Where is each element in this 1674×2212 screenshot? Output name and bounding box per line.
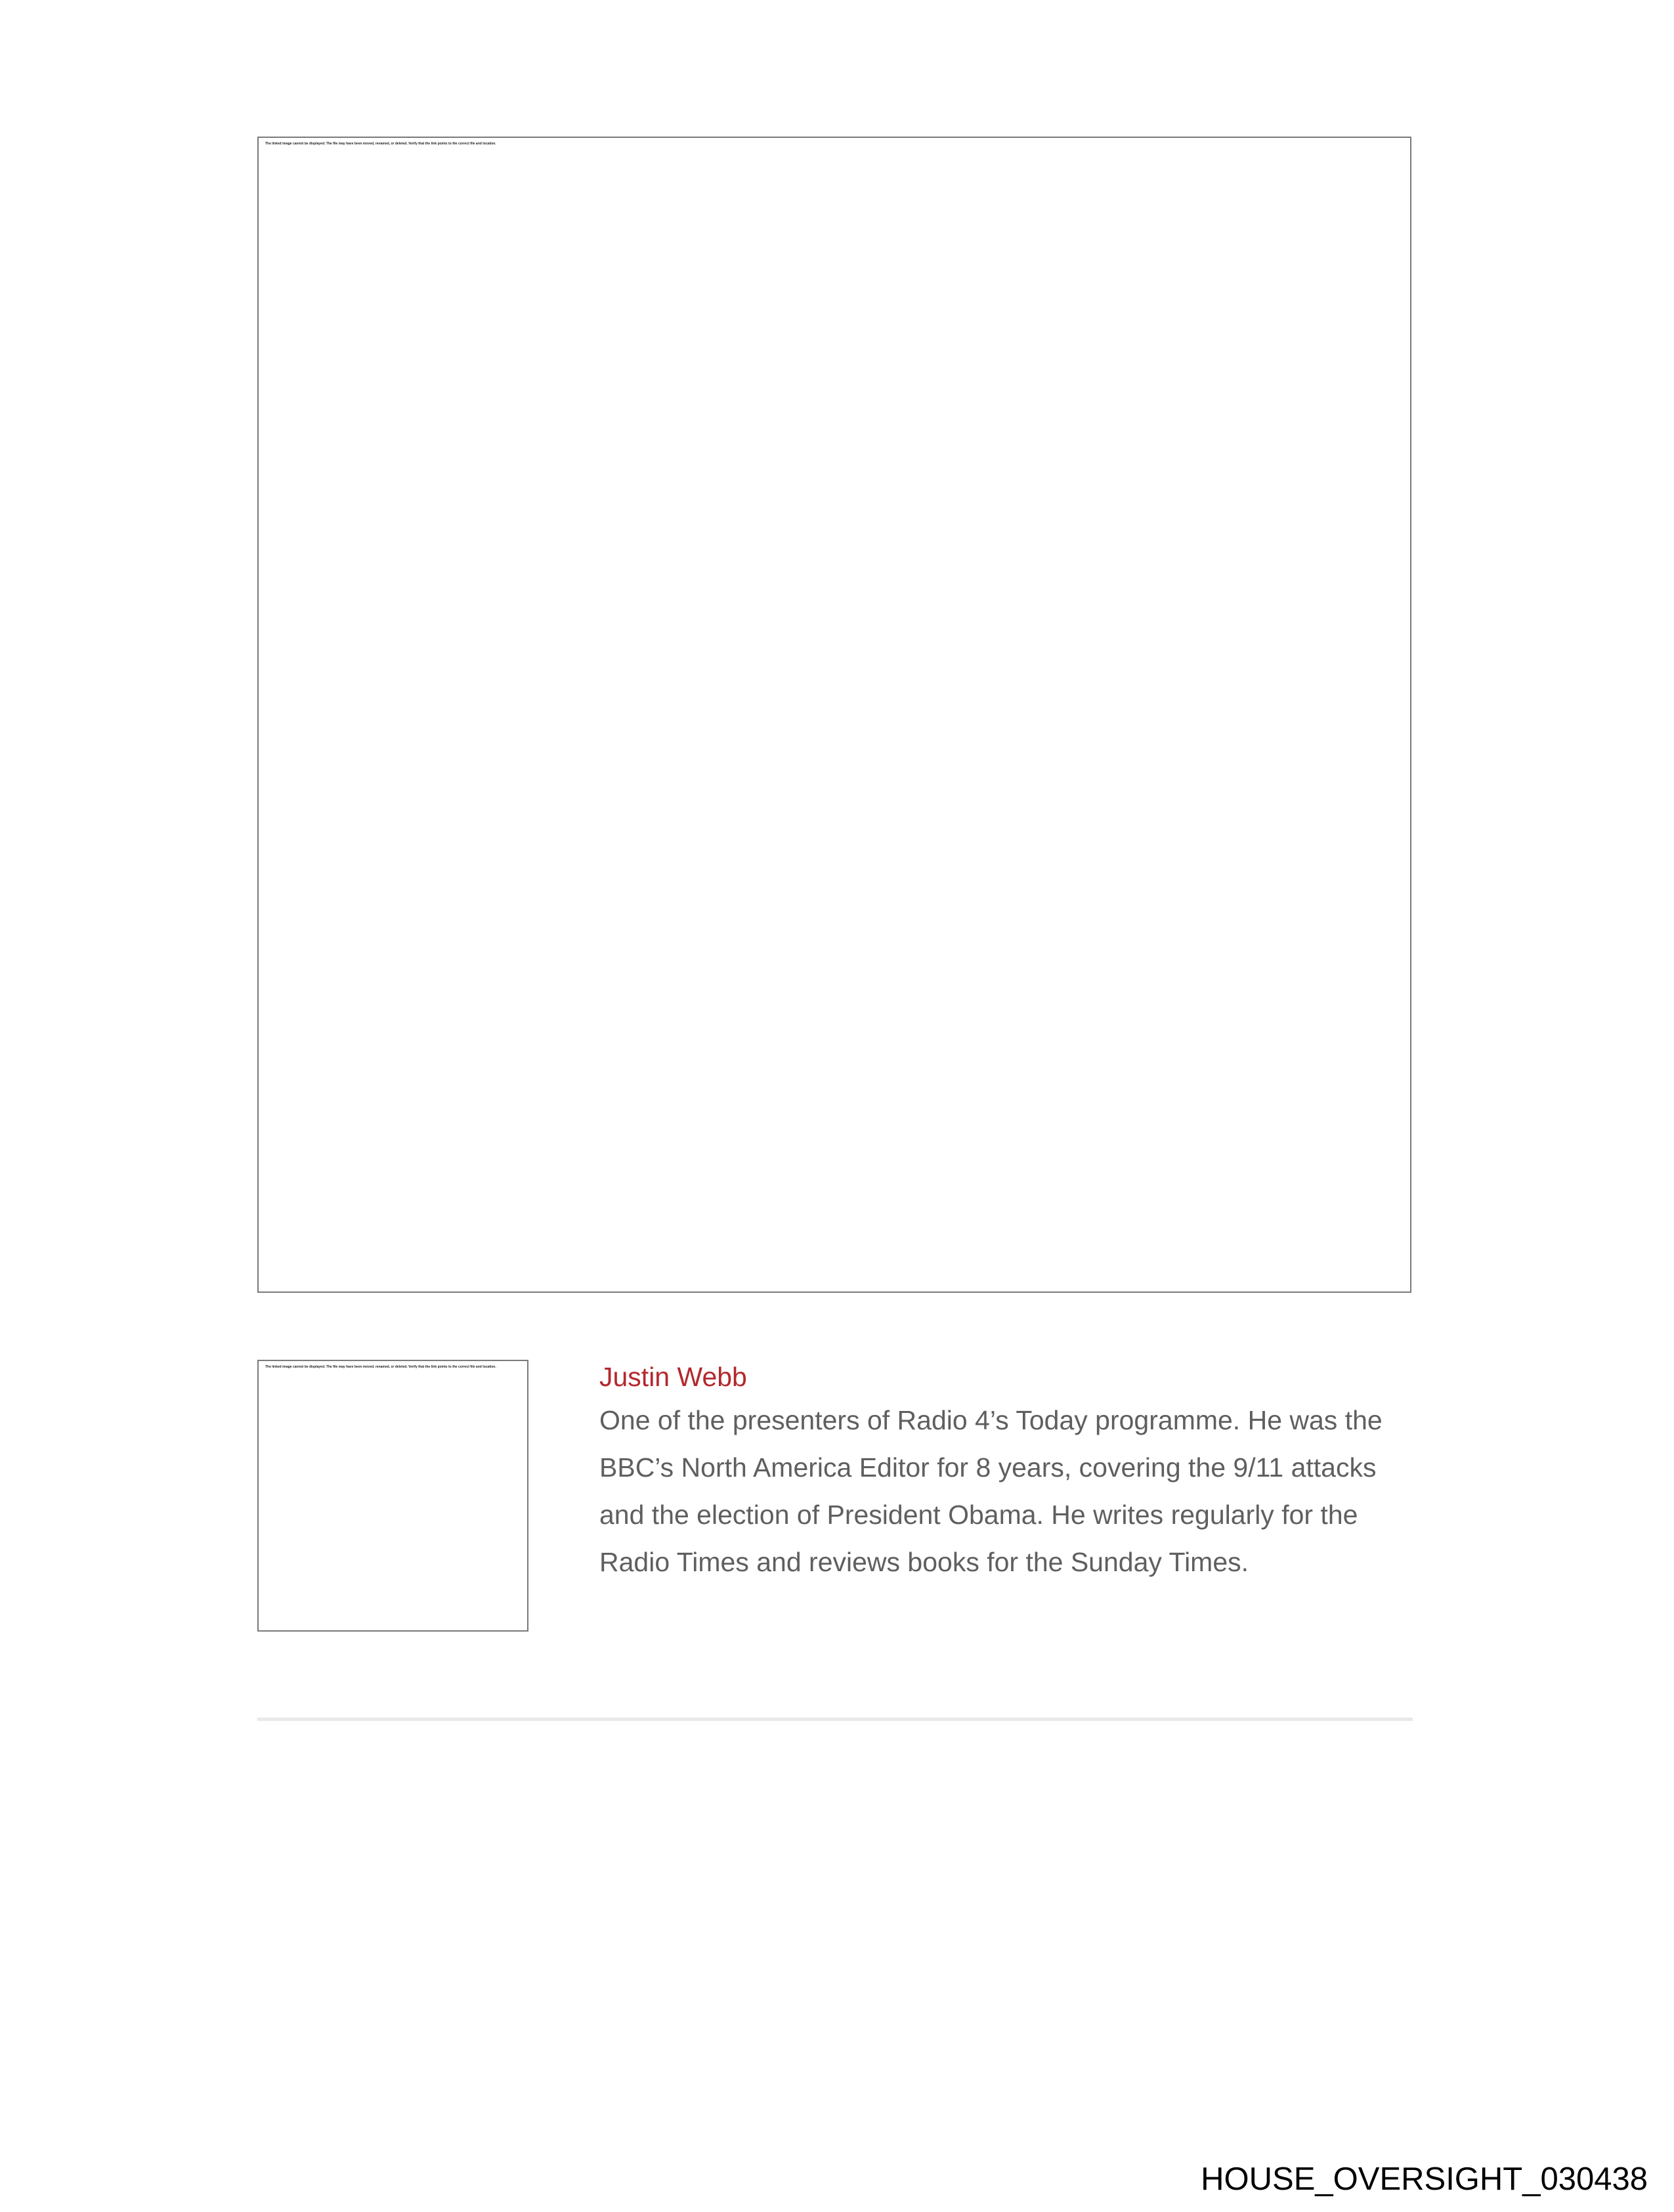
broken-image-message: The linked image cannot be displayed. The file may have been moved, renamed, or deleted. Verify that the link points to the correct file and location. bbox=[265, 142, 496, 146]
author-bio bbox=[599, 1357, 1413, 1586]
author-photo-placeholder bbox=[257, 1360, 528, 1632]
section-divider bbox=[257, 1718, 1413, 1721]
bates-number: HOUSE_OVERSIGHT_030438 bbox=[1201, 2161, 1648, 2197]
author-bio-text: One of the presenters of Radio 4’s Today programme. He was the BBC’s North America Editor for 8 years, covering the 9/11 attacks and the election of President Obama. He writes regularly for the Radio Times and reviews books for the Sunday Times. bbox=[599, 1405, 1383, 1577]
main-image-placeholder bbox=[257, 137, 1411, 1293]
author-name: Justin Webb bbox=[599, 1362, 747, 1392]
broken-image-message: The linked image cannot be displayed. The file may have been moved, renamed, or deleted. Verify that the link points to the correct file and location. bbox=[265, 1365, 496, 1369]
